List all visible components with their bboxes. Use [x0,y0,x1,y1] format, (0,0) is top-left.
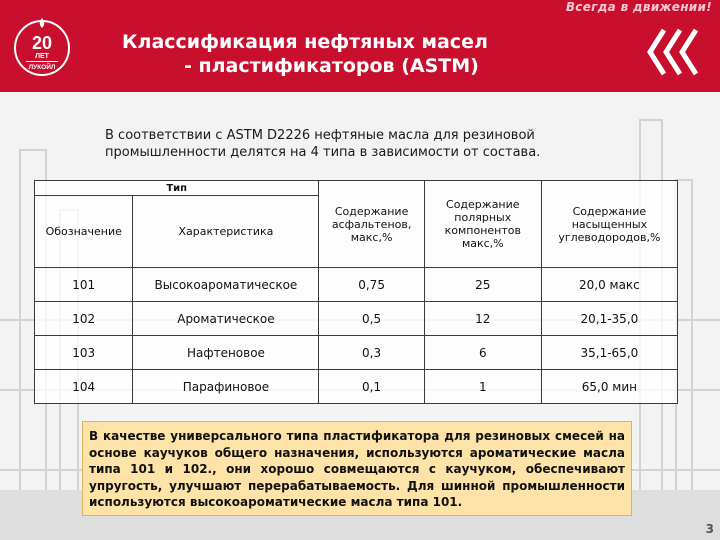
cell-saturated: 65,0 мин [541,370,677,404]
cell-polar: 25 [424,268,541,302]
cell-saturated: 35,1-65,0 [541,336,677,370]
header-banner [0,0,720,92]
cell-saturated: 20,1-35,0 [541,302,677,336]
designation-header: Обозначение [35,196,133,268]
cell-characteristic: Высокоароматическое [133,268,319,302]
astm-classification-table [34,180,678,404]
chevrons-icon [642,26,708,78]
cell-asphaltenes: 0,3 [319,336,424,370]
cell-designation: 104 [35,370,133,404]
table-row [35,370,678,404]
table-row [35,268,678,302]
cell-asphaltenes: 0,5 [319,302,424,336]
cell-designation: 102 [35,302,133,336]
summary-note: В качестве универсального типа пластификатора для резиновых смесей на основе каучуков общего назначения, используются ароматические масла типа 101 и 102., они хорошо совмещаются с каучуком, обеспечивают упругость, улучшают перерабатываемость. Для шинной промышленности используются высокоароматические масла типа 101. [82,421,632,516]
characteristic-header: Характеристика [133,196,319,268]
cell-asphaltenes: 0,1 [319,370,424,404]
title-line-1: Классификация нефтяных масел [122,31,488,53]
cell-polar: 6 [424,336,541,370]
title-line-2: - пластификаторов (ASTM) [184,55,479,77]
logo-brand: ЛУКОЙЛ [28,64,56,71]
cell-saturated: 20,0 макс [541,268,677,302]
cell-characteristic: Ароматическое [133,302,319,336]
cell-designation: 101 [35,268,133,302]
slogan: Всегда в движении! [565,0,712,14]
asphaltenes-header: Содержание асфальтенов, макс,% [319,181,424,268]
cell-characteristic: Парафиновое [133,370,319,404]
logo-number: 20 [31,33,53,53]
page-title [122,30,542,78]
table-row [35,302,678,336]
cell-polar: 1 [424,370,541,404]
cell-asphaltenes: 0,75 [319,268,424,302]
polar-components-header: Содержание полярных компонентов макс,% [424,181,541,268]
cell-designation: 103 [35,336,133,370]
saturated-hydrocarbons-header: Содержание насыщенных углеводородов,% [541,181,677,268]
table-row [35,336,678,370]
intro-text: В соответствии с ASTM D2226 нефтяные масла для резиновой промышленности делятся на 4 типа в зависимости от состава. [105,128,541,160]
logo-sub: ЛЕТ [35,53,49,60]
lukoil-logo-icon [12,16,72,80]
cell-polar: 12 [424,302,541,336]
cell-characteristic: Нафтеновое [133,336,319,370]
page-number: 3 [705,522,714,536]
type-group-header: Тип [35,181,319,196]
